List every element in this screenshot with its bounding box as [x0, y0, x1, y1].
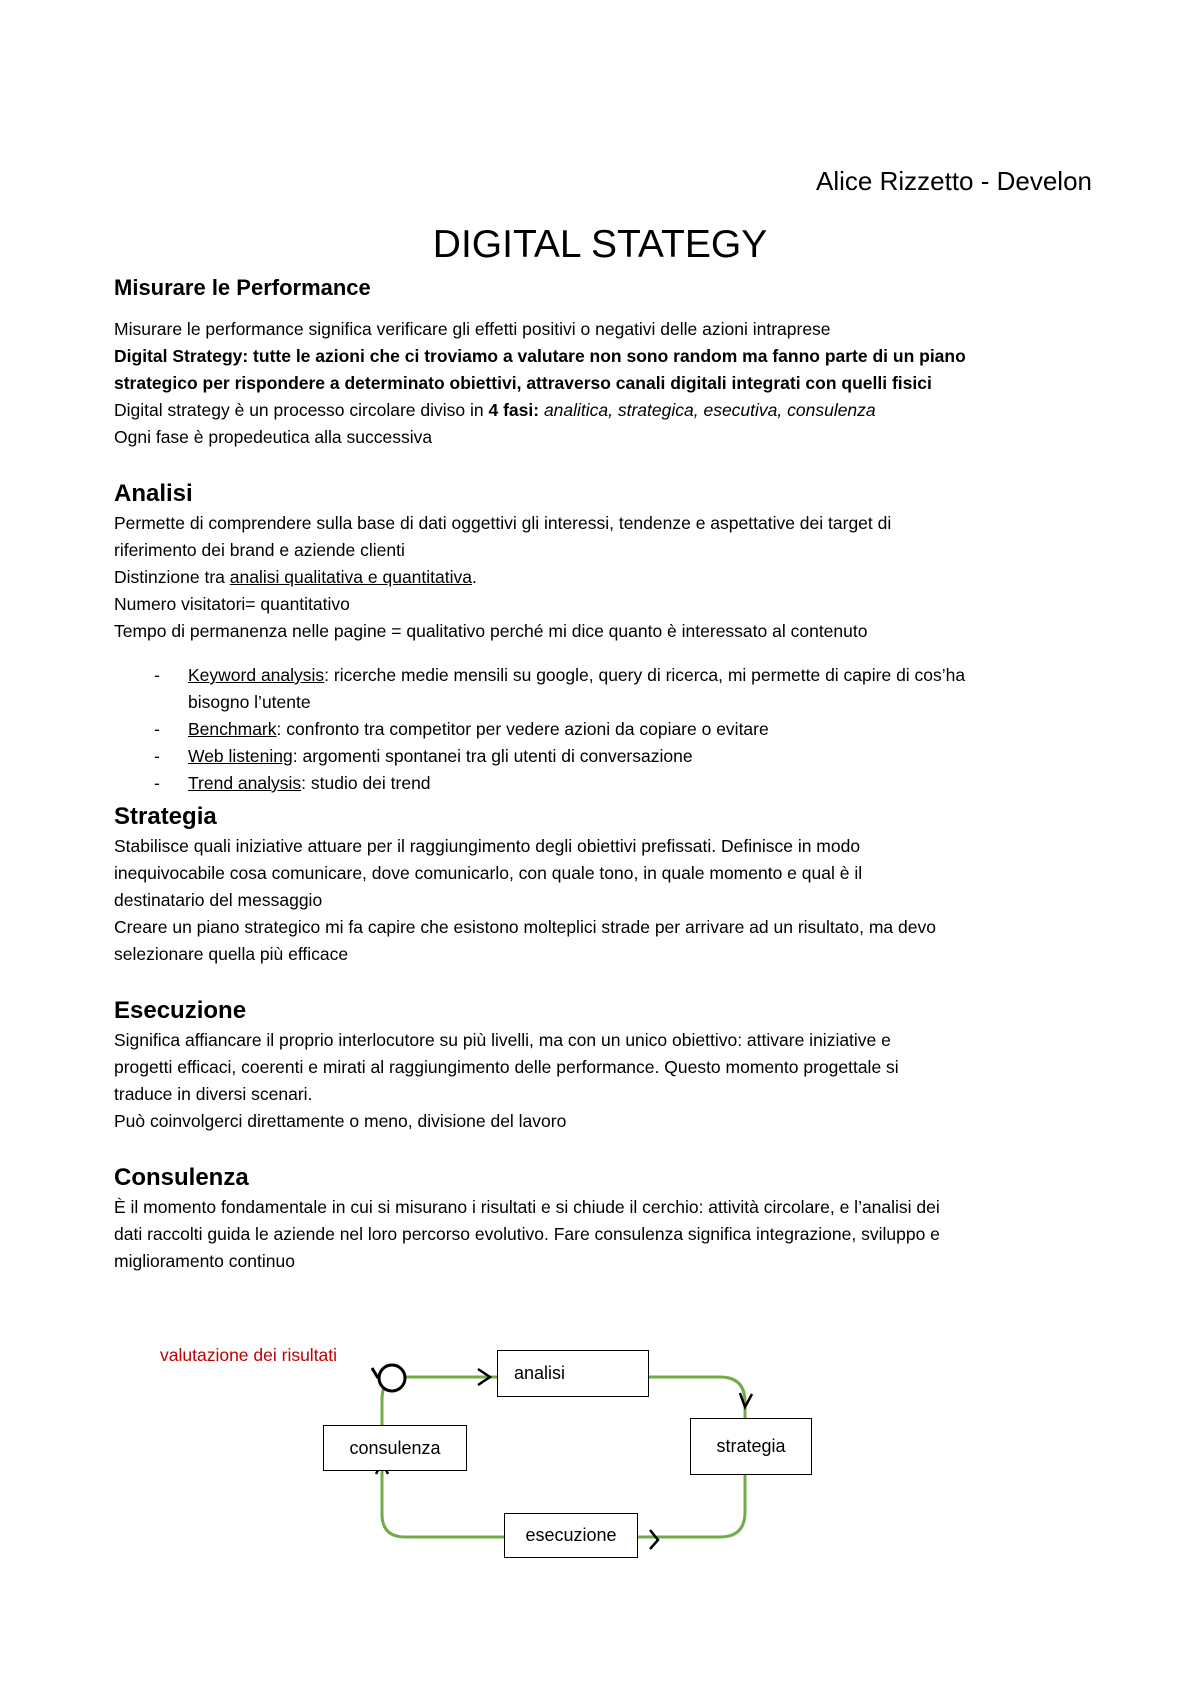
heading-misurare: Misurare le Performance	[114, 275, 371, 300]
list-term: Keyword analysis	[188, 665, 325, 685]
box-label: consulenza	[349, 1437, 441, 1458]
text-run: Digital strategy è un processo circolare diviso in	[114, 400, 489, 420]
list-text: bisogno l’utente	[188, 692, 311, 712]
paragraph-line: Digital Strategy: tutte le azioni che ci troviamo a valutare non sono random ma fanno parte di un piano	[114, 346, 966, 366]
text-run-bold: 4 fasi:	[488, 400, 540, 420]
paragraph-line: Tempo di permanenza nelle pagine = qualitativo perché mi dice quanto è interessato al contenuto	[114, 621, 868, 641]
paragraph-line: inequivocabile cosa comunicare, dove comunicarlo, con quale tono, in quale momento e qual è il	[114, 863, 863, 883]
box-label: strategia	[716, 1436, 786, 1456]
box-label: esecuzione	[525, 1525, 617, 1545]
heading-esecuzione: Esecuzione	[114, 997, 247, 1024]
text-run: .	[472, 567, 477, 587]
paragraph-line: Permette di comprendere sulla base di dati oggettivi gli interessi, tendenze e aspettative dei target di	[114, 513, 892, 533]
text-run: Distinzione tra	[114, 567, 230, 587]
author-line: Alice Rizzetto - Develon	[816, 166, 1092, 196]
text-run-italic: analitica, strategica, esecutiva, consulenza	[543, 400, 876, 420]
arrow-tick-icon	[650, 1530, 658, 1549]
paragraph-line: Significa affiancare il proprio interlocutore su più livelli, ma con un unico obiettivo: attivare iniziative e	[114, 1030, 891, 1050]
dash-bullet: -	[154, 773, 160, 793]
dash-bullet: -	[154, 719, 160, 739]
paragraph-line: miglioramento continuo	[114, 1251, 295, 1271]
paragraph-line: Stabilisce quali iniziative attuare per il raggiungimento degli obiettivi prefissati. Definisce in modo	[114, 836, 861, 856]
box-strategia	[690, 1418, 812, 1475]
heading-consulenza: Consulenza	[114, 1164, 249, 1191]
paragraph-line: progetti efficaci, coerenti e mirati al raggiungimento delle performance. Questo momento progettale si	[114, 1057, 899, 1077]
box-label: analisi	[514, 1363, 566, 1383]
paragraph-line: È il momento fondamentale in cui si misurano i risultati e si chiude il cerchio: attività circolare, e l’analisi dei	[114, 1197, 940, 1217]
list-text: : confronto tra competitor per vedere azioni da copiare o evitare	[276, 719, 769, 739]
dash-bullet: -	[154, 665, 160, 685]
heading-analisi: Analisi	[114, 480, 193, 507]
paragraph-line: dati raccolti guida le aziende nel loro percorso evolutivo. Fare consulenza significa integrazione, sviluppo e	[114, 1224, 940, 1244]
paragraph-line: Può coinvolgerci direttamente o meno, divisione del lavoro	[114, 1111, 567, 1131]
paragraph-line: Creare un piano strategico mi fa capire che esistono molteplici strade per arrivare ad un risultato, ma devo	[114, 917, 936, 937]
list-text: : studio dei trend	[301, 773, 431, 793]
paragraph-line: strategico per rispondere a determinato obiettivi, attraverso canali digitali integrati con quelli fisici	[114, 373, 932, 393]
paragraph-line: selezionare quella più efficace	[114, 944, 349, 964]
paragraph-line: Numero visitatori= quantitativo	[114, 594, 350, 614]
start-marker-line	[372, 1368, 378, 1378]
paragraph-line: riferimento dei brand e aziende clienti	[114, 540, 405, 560]
list-text: : ricerche medie mensili su google, query di ricerca, mi permette di capire di cos’ha	[324, 665, 966, 685]
paragraph-line: destinatario del messaggio	[114, 890, 323, 910]
list-text: : argomenti spontanei tra gli utenti di conversazione	[292, 746, 693, 766]
paragraph-line: traduce in diversi scenari.	[114, 1084, 313, 1104]
text-run-underline: analisi qualitativa e quantitativa	[229, 567, 472, 587]
evaluation-label: valutazione dei risultati	[160, 1345, 338, 1365]
start-circle-icon	[379, 1365, 405, 1391]
paragraph-line: Misurare le performance significa verificare gli effetti positivi o negativi delle azioni intraprese	[114, 319, 831, 339]
heading-strategia: Strategia	[114, 803, 217, 830]
box-analisi	[497, 1350, 649, 1397]
list-term: Trend analysis	[188, 773, 302, 793]
box-consulenza	[323, 1425, 467, 1471]
dash-bullet: -	[154, 746, 160, 766]
list-term: Web listening	[188, 746, 293, 766]
paragraph-line: Ogni fase è propedeutica alla successiva	[114, 427, 433, 447]
document-title: DIGITAL STATEGY	[432, 223, 768, 266]
list-term: Benchmark	[188, 719, 277, 739]
box-esecuzione	[504, 1513, 638, 1558]
